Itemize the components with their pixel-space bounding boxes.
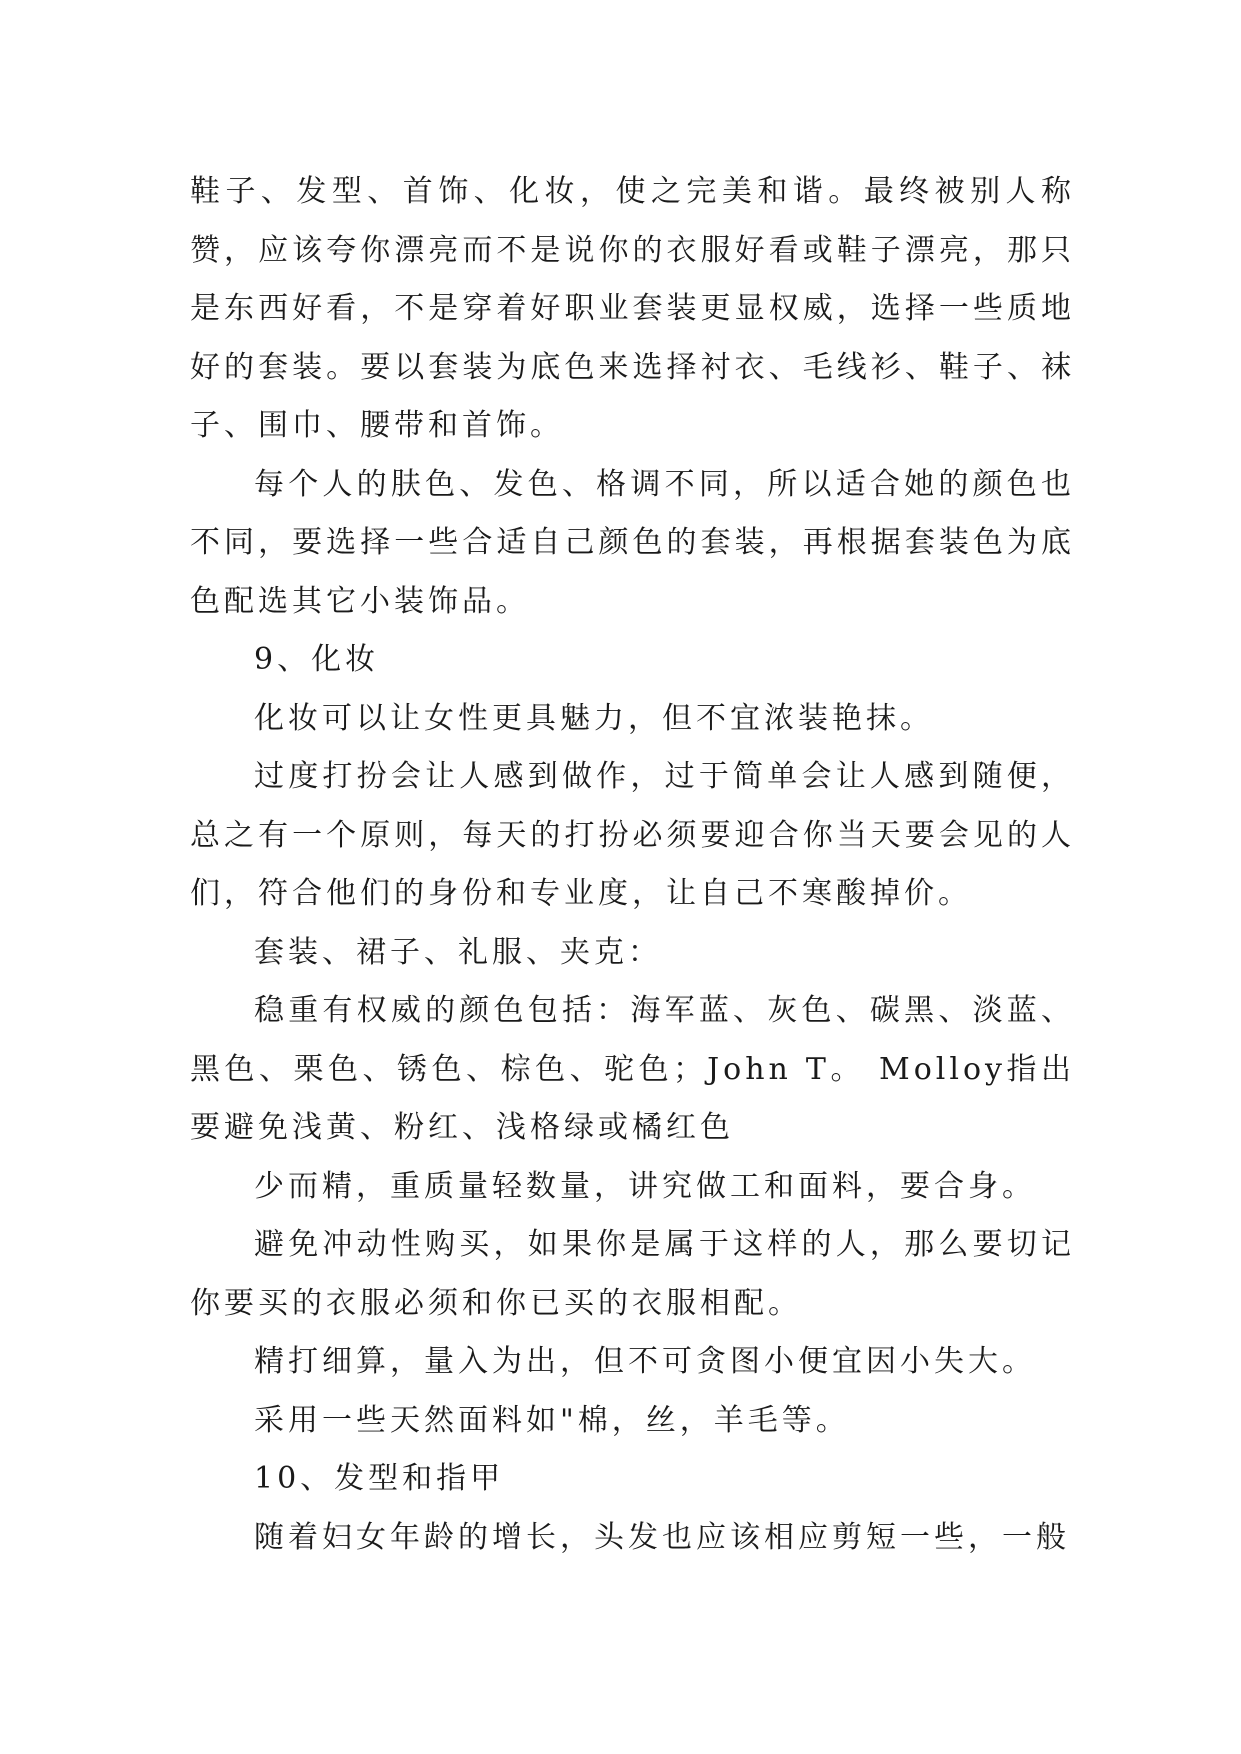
document-body [190,163,1075,1567]
paragraph-5: 过度打扮会让人感到做作，过于简单会让人感到随便，总之有一个原则，每天的打扮必须要迎合你当天要会见的人们，符合他们的身份和专业度，让自己不寒酸掉价。 [190,759,1075,911]
paragraph-1: 鞋子、发型、首饰、化妆，使之完美和谐。最终被别人称赞，应该夸你漂亮而不是说你的衣服好看或鞋子漂亮，那只是东西好看，不是穿着好职业套装更显权威，选择一些质地好的套装。要以套装为底色来选择衬衣、毛线衫、鞋子、袜子、围巾、腰带和首饰。 [190,174,1075,443]
paragraph-4: 化妆可以让女性更具魅力，但不宜浓装艳抹。 [254,700,934,736]
section-heading-makeup: 9、化妆 [254,642,380,677]
paragraph-13: 随着妇女年龄的增长，头发也应该相应剪短一些，一般 [254,1519,1070,1555]
paragraph-7: 稳重有权威的颜色包括：海军蓝、灰色、碳黑、淡蓝、黑色、栗色、锈色、棕色、驼色；John T。 Molloy指出要避免浅黄、粉红、浅格绿或橘红色 [190,993,1075,1145]
section-heading-hair-nails: 10、发型和指甲 [254,1461,505,1496]
paragraph-2: 每个人的肤色、发色、格调不同，所以适合她的颜色也不同，要选择一些合适自己颜色的套装，再根据套装色为底色配选其它小装饰品。 [190,466,1075,619]
paragraph-8: 少而精，重质量轻数量，讲究做工和面料，要合身。 [254,1168,1036,1204]
paragraph-6: 套装、裙子、礼服、夹克： [254,934,662,970]
paragraph-11: 采用一些天然面料如"棉，丝，羊毛等。 [254,1402,850,1438]
paragraph-10: 精打细算，量入为出，但不可贪图小便宜因小失大。 [254,1344,1036,1379]
paragraph-9: 避免冲动性购买，如果你是属于这样的人，那么要切记你要买的衣服必须和你已买的衣服相配。 [190,1227,1075,1321]
